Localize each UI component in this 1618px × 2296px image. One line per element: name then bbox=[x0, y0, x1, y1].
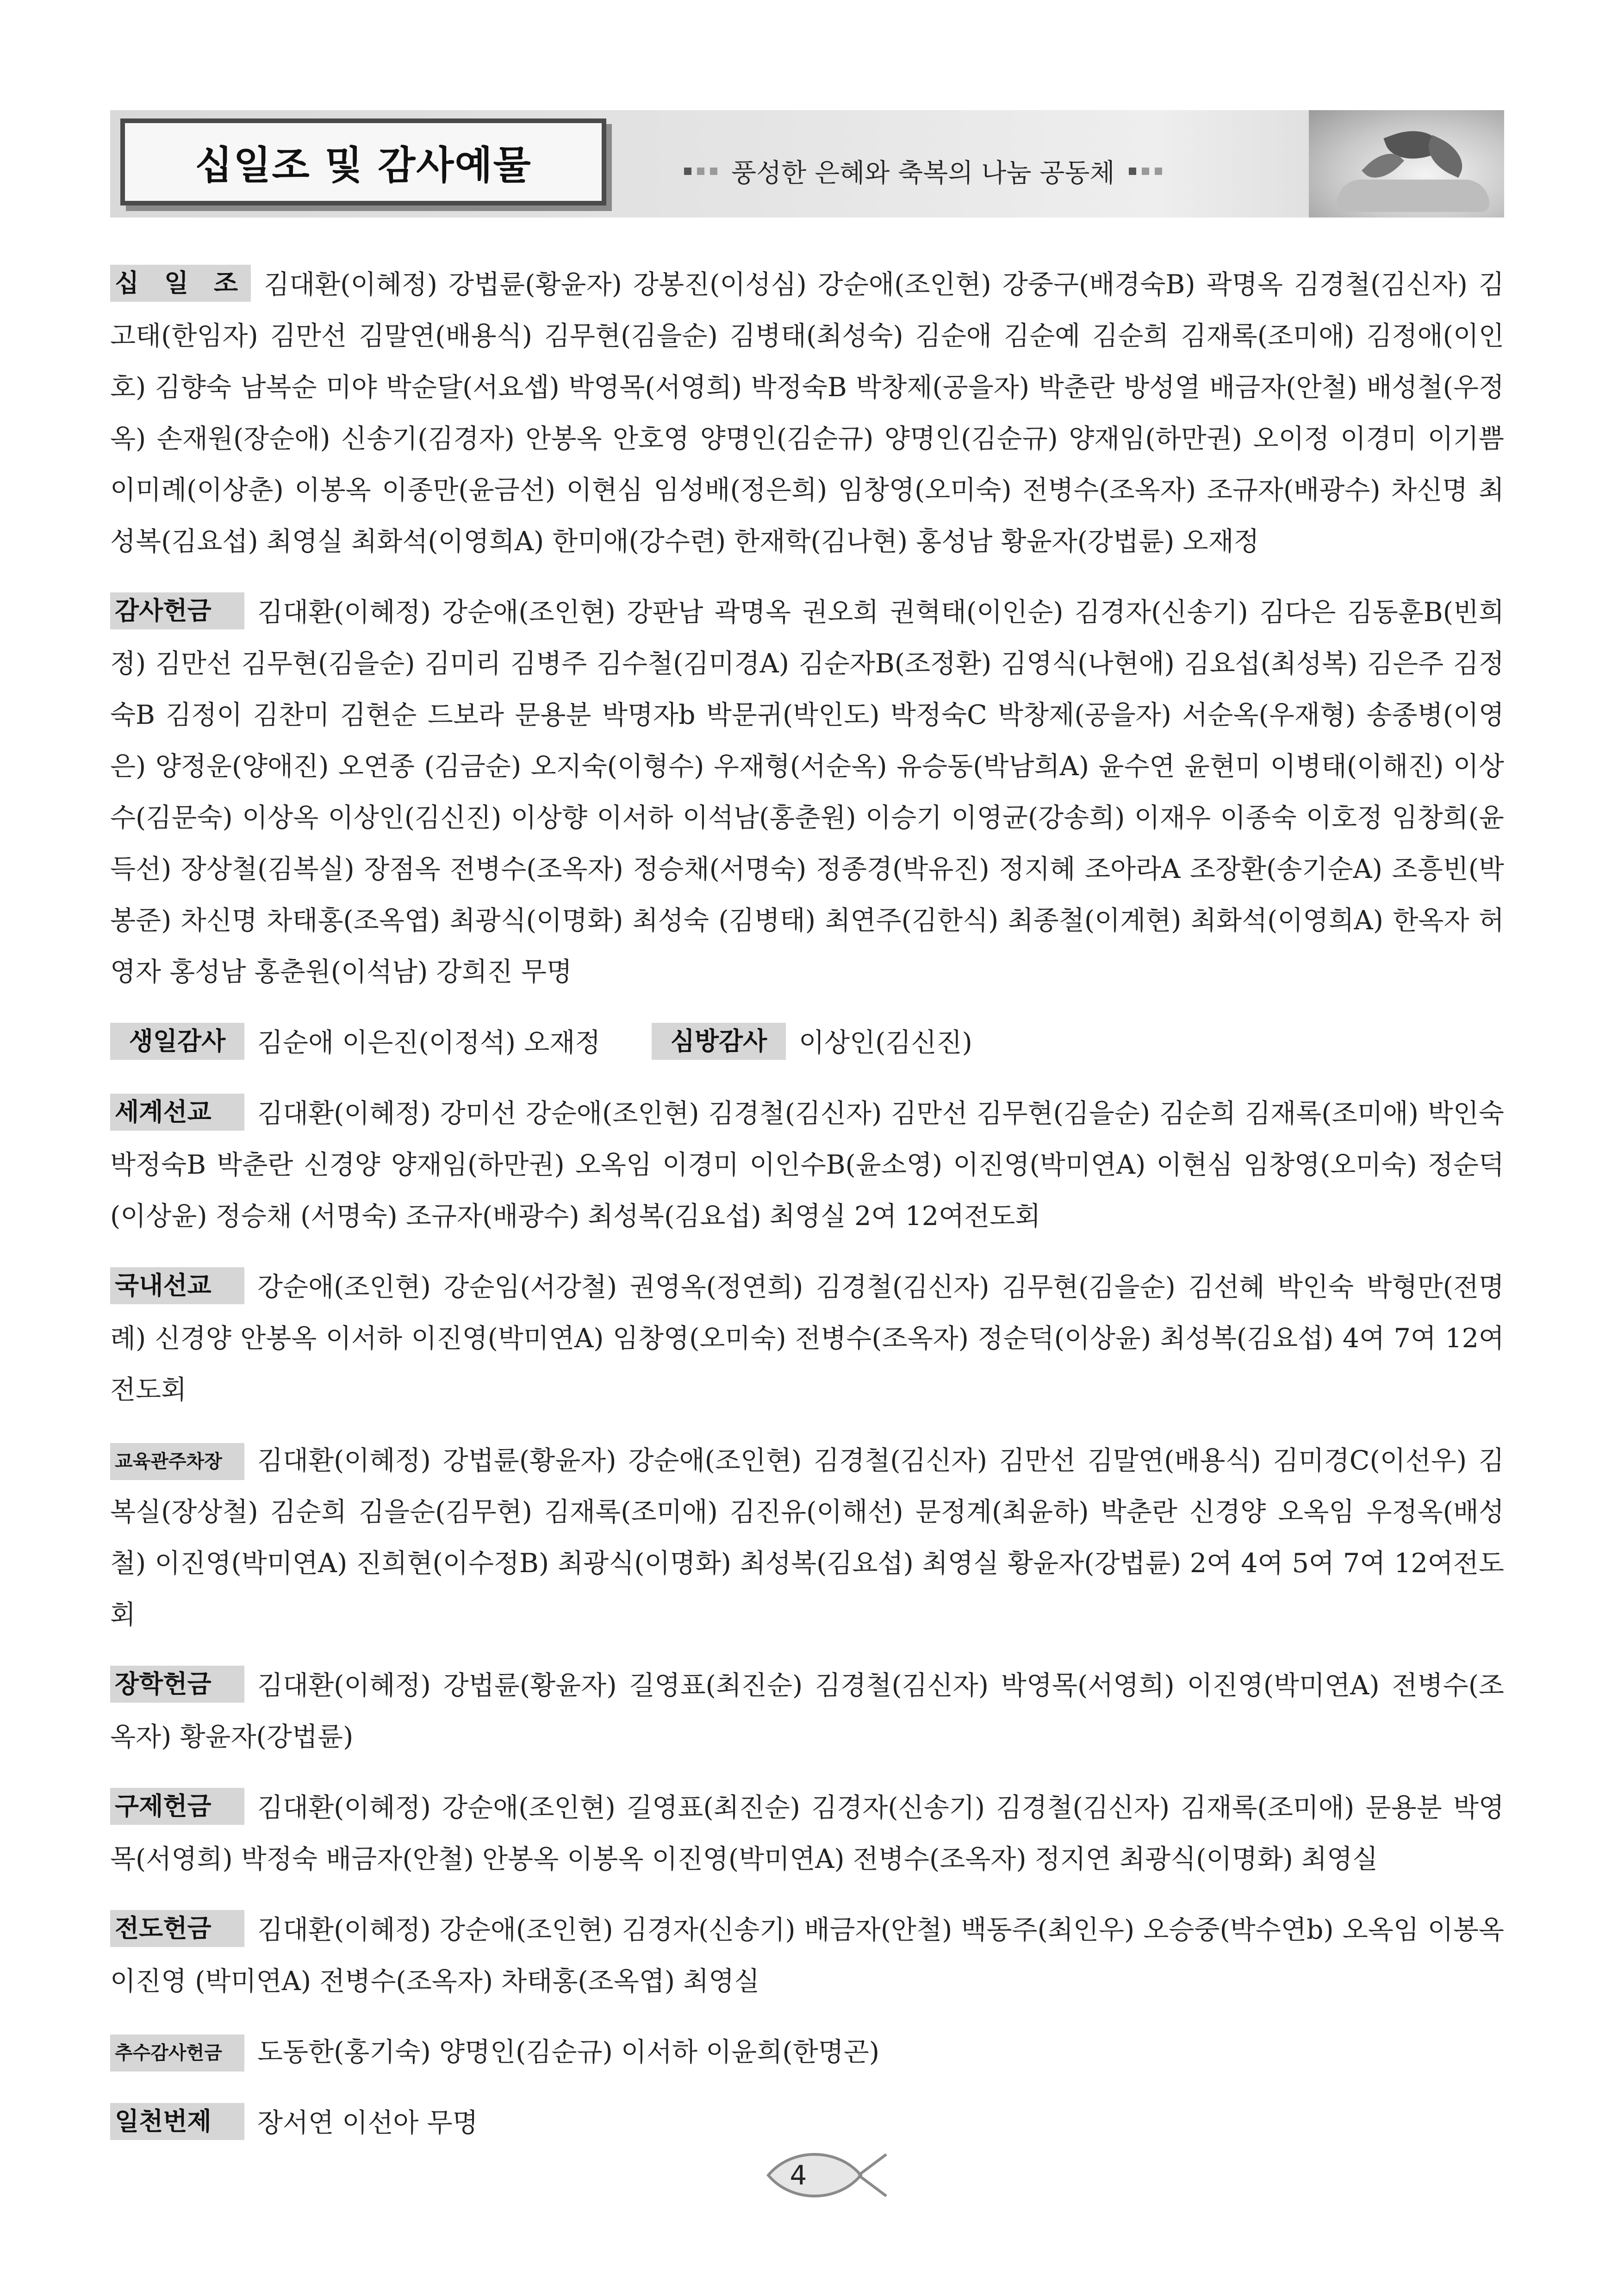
section-names-scholarship: 김대환(이혜정) 강법륜(황윤자) 길영표(최진순) 김경철(김신자) 박영목(서영희) 이진영(박미연A) 전병수(조옥자) 황윤자(강법륜) bbox=[110, 1670, 1504, 1752]
section-label-harvest: 추수감사헌금 bbox=[110, 2035, 244, 2072]
section-names-visit: 이상인(김신진) bbox=[799, 1027, 972, 1058]
section-label-thanks: 감사헌금 bbox=[110, 592, 244, 629]
header-subtitle: 풍성한 은혜와 축복의 나눔 공동체 bbox=[731, 158, 1115, 188]
header-subtitle-group bbox=[684, 153, 1162, 190]
section-label-scholarship: 장학헌금 bbox=[110, 1666, 244, 1703]
section-label-tithe: 십 일 조 bbox=[110, 265, 251, 302]
section-harvest bbox=[110, 2027, 1504, 2078]
section-label-evangelism: 전도헌금 bbox=[110, 1910, 244, 1947]
plant-hands-photo bbox=[1309, 110, 1504, 218]
section-birthday-visit bbox=[110, 1017, 1504, 1069]
section-label-thousand: 일천번제 bbox=[110, 2103, 244, 2140]
section-names-evangelism: 김대환(이혜정) 강순애(조인현) 김경자(신송기) 배금자(안철) 백동주(최인우) 오승중(박수연b) 오옥임 이봉옥 이진영 (박미연A) 전병수(조옥자) 차태홍(조옥엽) 최영실 bbox=[110, 1915, 1504, 1997]
page-footer bbox=[759, 2143, 893, 2208]
section-names-education: 김대환(이혜정) 강법륜(황윤자) 강순애(조인현) 김경철(김신자) 김만선 김말연(배용식) 김미경C(이선우) 김복실(장상철) 김순희 김을순(김무현) 김재록(조미애) 김진유(이해선) 문정계(최윤하) 박춘란 신경양 오옥임 우정옥(배성철) 이진영(박미연A) 진희현(이수정B) 최광식(이명화) 최성복(김요섭) 최영실 황윤자(강법륜) 2여 4여 5여 7여 12여전도회 bbox=[110, 1445, 1504, 1630]
section-names-tithe: 김대환(이혜정) 강법륜(황윤자) 강봉진(이성심) 강순애(조인현) 강중구(배경숙B) 곽명옥 김경철(김신자) 김고태(한임자) 김만선 김말연(배용식) 김무현(김을순) 김병태(최성숙) 김순애 김순예 김순희 김재록(조미애) 김정애(이인호) 김향숙 남복순 미야 박순달(서요셉) 박영목(서영희) 박정숙B 박창제(공을자) 박춘란 방성열 배금자(안철) 배성철(우정옥) 손재원(장순애) 신송기(김경자) 안봉옥 안호영 양명인(김순규) 양명인(김순규) 양재임(하만권) 오이정 이경미 이기쁨 이미례(이상춘) 이봉옥 이종만(윤금선) 이현심 임성배(정은희) 임창영(오미숙) 전병수(조옥자) 조규자(배광수) 차신명 최성복(김요섭) 최영실 최화석(이영희A) 한미애(강수련) 한재학(김나현) 홍성남 황윤자(강법륜) 오재정 bbox=[110, 269, 1504, 557]
page-number: 4 bbox=[790, 2159, 807, 2191]
dots-decoration-left bbox=[684, 168, 717, 175]
section-thanks bbox=[110, 587, 1504, 998]
header-banner bbox=[110, 110, 1504, 218]
section-label-birthday: 생일감사 bbox=[110, 1023, 244, 1060]
offering-list bbox=[110, 259, 1504, 2168]
section-relief bbox=[110, 1782, 1504, 1885]
page-title-box bbox=[120, 118, 606, 205]
dots-decoration-right bbox=[1129, 168, 1162, 175]
section-names-world-mission: 김대환(이혜정) 강미선 강순애(조인현) 김경철(김신자) 김만선 김무현(김을순) 김순희 김재록(조미애) 박인숙 박정숙B 박춘란 신경양 양재임(하만권) 오옥임 이경미 이인수B(윤소영) 이진영(박미연A) 이현심 임창영(오미숙) 정순덕(이상윤) 정승채 (서명숙) 조규자(배광수) 최성복(김요섭) 최영실 2여 12여전도회 bbox=[110, 1098, 1504, 1232]
section-label-visit: 심방감사 bbox=[652, 1023, 786, 1060]
section-birthday bbox=[110, 1017, 652, 1069]
section-label-domestic-mission: 국내선교 bbox=[110, 1267, 244, 1304]
section-names-domestic-mission: 강순애(조인현) 강순임(서강철) 권영옥(정연희) 김경철(김신자) 김무현(김을순) 김선혜 박인숙 박형만(전명례) 신경양 안봉옥 이서하 이진영(박미연A) 임창영(오미숙) 전병수(조옥자) 정순덕(이상윤) 최성복(김요섭) 4여 7여 12여전도회 bbox=[110, 1272, 1504, 1405]
section-label-world-mission: 세계선교 bbox=[110, 1094, 244, 1131]
section-tithe bbox=[110, 259, 1504, 567]
section-world-mission bbox=[110, 1088, 1504, 1242]
section-education bbox=[110, 1435, 1504, 1641]
section-label-relief: 구제헌금 bbox=[110, 1788, 244, 1825]
page-title: 십일조 및 감사예물 bbox=[195, 142, 532, 188]
section-label-education: 교육관주차장 bbox=[110, 1443, 244, 1480]
section-thousand bbox=[110, 2097, 1504, 2149]
section-names-harvest: 도동한(홍기숙) 양명인(김순규) 이서하 이윤희(한명곤) bbox=[257, 2037, 880, 2067]
section-names-relief: 김대환(이혜정) 강순애(조인현) 길영표(최진순) 김경자(신송기) 김경철(김신자) 김재록(조미애) 문용분 박영목(서영희) 박정숙 배금자(안철) 안봉옥 이봉옥 이진영(박미연A) 전병수(조옥자) 정지연 최광식(이명화) 최영실 bbox=[110, 1792, 1504, 1874]
section-names-thousand: 장서연 이선아 무명 bbox=[257, 2108, 478, 2138]
section-scholarship bbox=[110, 1660, 1504, 1763]
section-domestic-mission bbox=[110, 1262, 1504, 1416]
section-names-birthday: 김순애 이은진(이정석) 오재정 bbox=[257, 1027, 601, 1058]
section-names-thanks: 김대환(이혜정) 강순애(조인현) 강판남 곽명옥 권오희 권혁태(이인순) 김경자(신송기) 김다은 김동훈B(빈희정) 김만선 김무현(김을순) 김미리 김병주 김수철(김미경A) 김순자B(조정환) 김영식(나현애) 김요섭(최성복) 김은주 김정숙B 김정이 김찬미 김현순 드보라 문용분 박명자b 박문귀(박인도) 박정숙C 박창제(공을자) 서순옥(우재형) 송종병(이영은) 양정운(양애진) 오연종 (김금순) 오지숙(이형수) 우재형(서순옥) 유승동(박남희A) 윤수연 윤현미 이병태(이해진) 이상수(김문숙) 이상옥 이상인(김신진) 이상향 이서하 이석남(홍춘원) 이승기 이영균(강송희) 이재우 이종숙 이호정 임창희(윤득선) 장상철(김복실) 장점옥 전병수(조옥자) 정승채(서명숙) 정종경(박유진) 정지혜 조아라A 조장환(송기순A) 조흥빈(박봉준) 차신명 차태홍(조옥엽) 최광식(이명화) 최성숙 (김병태) 최연주(김한식) 최종철(이계현) 최화석(이영희A) 한옥자 허영자 홍성남 홍춘원(이석남) 강희진 무명 bbox=[110, 597, 1504, 987]
section-visit bbox=[652, 1017, 1193, 1069]
section-evangelism bbox=[110, 1904, 1504, 2007]
